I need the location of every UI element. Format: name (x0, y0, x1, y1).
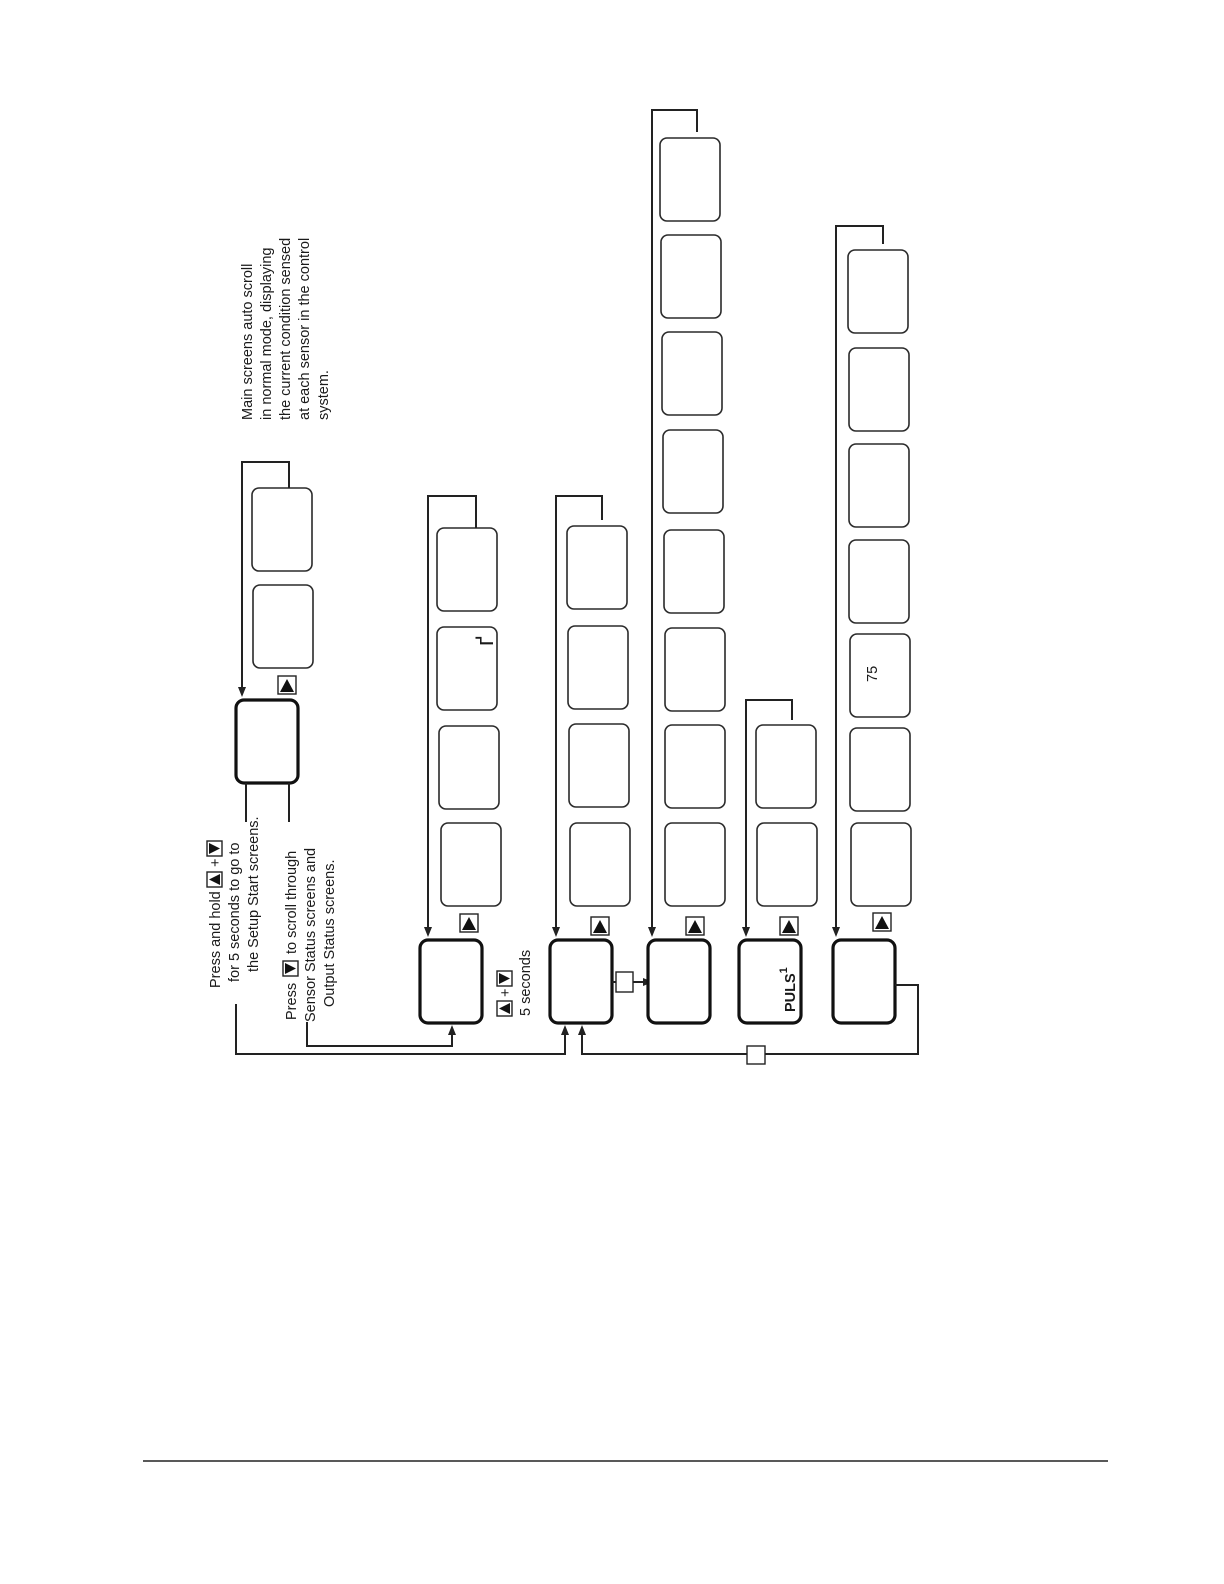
svg-text:+ (208, 859, 224, 867)
sensor-status-main-box (420, 940, 482, 1023)
up-arrow-key-icon (278, 676, 296, 694)
sensor-screen-4 (437, 528, 497, 611)
setup-screen-2 (569, 724, 629, 807)
value-screen-2 (850, 728, 910, 811)
scroll-note-line1b: to scroll through (284, 850, 300, 954)
main-screen-box (236, 700, 298, 783)
value-screen-6 (849, 348, 909, 431)
combo-note (497, 950, 534, 1016)
main-note (240, 238, 332, 420)
down-arrow-key-icon (497, 971, 512, 986)
output-screen-7 (661, 235, 721, 318)
setup-screen-4 (567, 526, 627, 609)
main-note-line4: at each sensor in the control (297, 237, 313, 420)
puls-screen-2 (756, 725, 816, 808)
scroll-note-line3: Output Status screens. (322, 859, 338, 1007)
scroll-note-line1: Press (284, 982, 300, 1020)
main-screen-status-1 (253, 585, 313, 668)
sensor-screen-3-glyph: ґ (472, 636, 499, 646)
output-main-box (648, 940, 710, 1023)
output-screen-3 (665, 628, 725, 711)
setup-start-main-box (550, 940, 612, 1023)
scroll-note-line2: Sensor Status screens and (303, 847, 319, 1022)
output-screen-1 (665, 823, 725, 906)
main-note-line5: system. (316, 370, 332, 420)
value-screen-4 (849, 540, 909, 623)
setup-note-plus: + (208, 858, 224, 867)
up-arrow-key-icon (686, 917, 704, 935)
main-note-line1: Main screens auto scroll (240, 263, 256, 420)
value-main-box (833, 940, 895, 1023)
down-arrow-key-icon (283, 961, 298, 976)
value-screen-1 (851, 823, 911, 906)
up-arrow-key-icon (591, 917, 609, 935)
svg-text:Press and hold (208, 891, 224, 988)
up-arrow-key-icon (207, 872, 222, 887)
setup-note (207, 816, 262, 988)
value-screen-7 (848, 250, 908, 333)
return-enter-key-icon (747, 1046, 765, 1064)
value-screen-5 (849, 444, 909, 527)
combo-note-line2: 5 seconds (518, 949, 534, 1016)
enter-key-icon (616, 972, 633, 992)
output-screen-4 (664, 530, 724, 613)
setup-note-line1: Press and hold (208, 891, 224, 988)
setup-note-line3: the Setup Start screens. (246, 816, 262, 972)
svg-text:Press (284, 983, 300, 1020)
setup-note-line2: for 5 seconds to go to (227, 842, 243, 982)
output-screen-8 (660, 138, 720, 221)
value-75-text: 75 (865, 665, 881, 682)
main-note-line2: in normal mode, displaying (259, 247, 275, 420)
setup-screen-3 (568, 626, 628, 709)
main-note-line3: the current condition sensed (278, 237, 294, 420)
scroll-link-line (307, 1022, 452, 1046)
output-screen-2 (665, 725, 725, 808)
main-screen-status-2 (252, 488, 312, 571)
setup-screen-1 (570, 823, 630, 906)
output-screen-6 (662, 332, 722, 415)
up-arrow-key-icon (497, 1001, 512, 1016)
up-arrow-key-icon (780, 917, 798, 935)
sensor-screen-2 (439, 726, 499, 809)
scroll-note (283, 848, 338, 1022)
down-arrow-key-icon (207, 841, 222, 856)
output-screen-5 (663, 430, 723, 513)
puls-screen-1 (757, 823, 817, 906)
puls-label: PULS$^1$ (778, 967, 799, 1012)
up-arrow-key-icon (460, 914, 478, 932)
combo-note-plus: + (498, 988, 514, 997)
up-arrow-key-icon (873, 913, 891, 931)
sensor-screen-1 (441, 823, 501, 906)
